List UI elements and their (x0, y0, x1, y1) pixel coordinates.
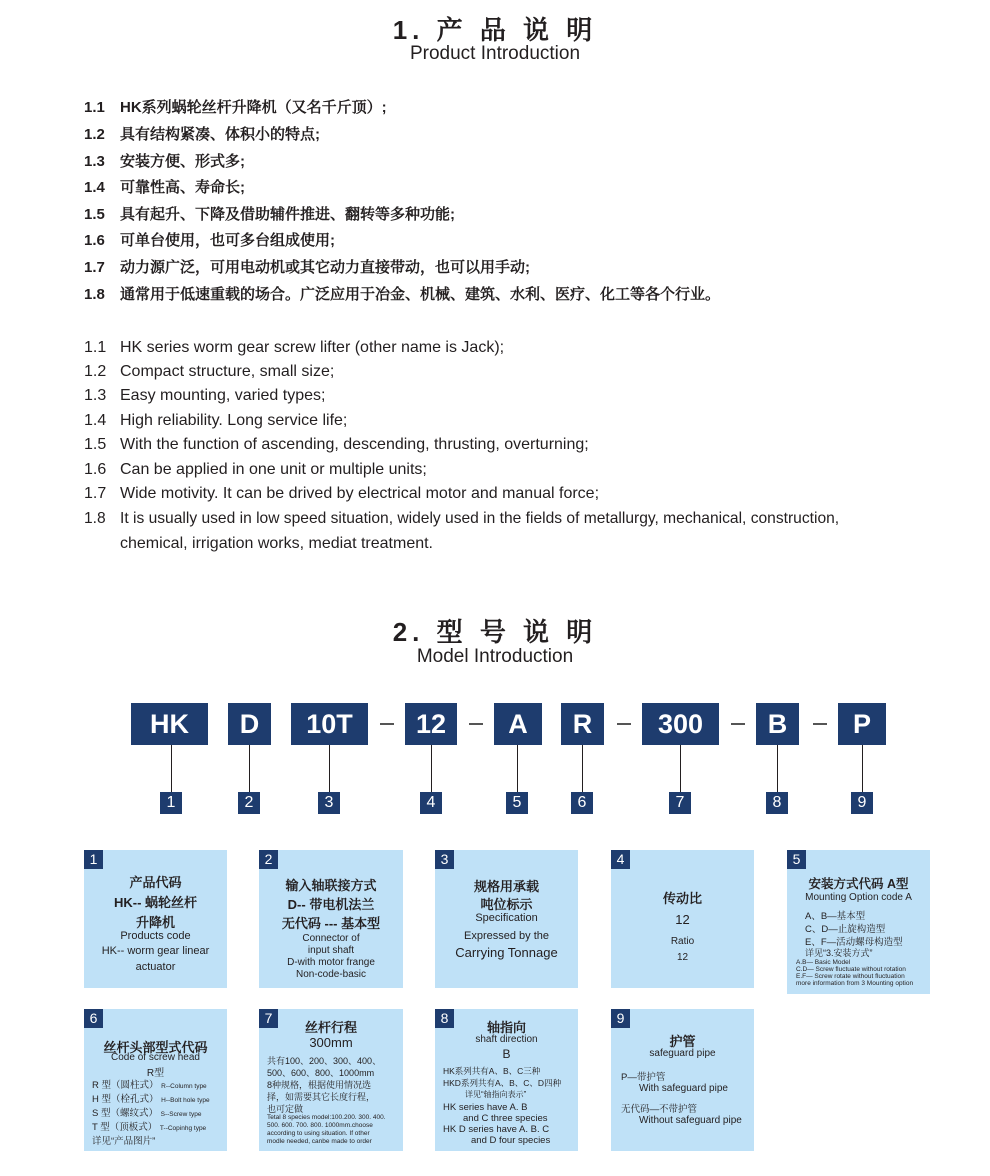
index-marker: 4 (420, 792, 442, 814)
box-text: S 型（螺纹式） S--Screw type (92, 1108, 202, 1119)
info-box-shaft-direction (435, 1009, 578, 1151)
box-text: 12 (675, 912, 690, 927)
box-text: Carrying Tonnage (455, 945, 558, 960)
box-text: shaft direction (475, 1034, 538, 1045)
separator-dash (469, 723, 483, 725)
box-text: D-with motor frange (287, 957, 375, 968)
box-text: HK-- worm gear linear (101, 945, 210, 957)
cn-item: 1.1 HK系列蜗轮丝杆升降机（又名千斤顶）; (84, 99, 387, 116)
box-text: 规格用承载 (473, 879, 539, 894)
connector-line (329, 745, 330, 792)
index-marker: 9 (851, 792, 873, 814)
model-code-10t: 10T (291, 703, 368, 745)
box-text: 12 (676, 952, 689, 963)
connector-line (171, 745, 172, 792)
index-marker: 5 (506, 792, 528, 814)
model-code-p: P (838, 703, 886, 745)
box-text: Expressed by the (464, 930, 549, 942)
box-text: Specification (475, 912, 538, 924)
box-text: 500. 600. 700. 800. 1000mm.choose (267, 1122, 373, 1129)
box-text: according to using situation. If other (267, 1130, 370, 1137)
info-box-specification (435, 850, 578, 988)
box-number: 9 (611, 1009, 630, 1028)
en-item: 1.3 Easy mounting, varied types; (84, 387, 326, 404)
box-number: 6 (84, 1009, 103, 1028)
en-item: 1.5 With the function of ascending, descending, thrusting, overturning; (84, 436, 589, 453)
section2-subtitle: Model Introduction (416, 646, 574, 667)
index-marker: 6 (571, 792, 593, 814)
box-text: and D four species (471, 1135, 551, 1146)
separator-dash (380, 723, 394, 725)
box-number: 8 (435, 1009, 454, 1028)
box-number: 7 (259, 1009, 278, 1028)
model-code-d: D (228, 703, 271, 745)
model-code-300: 300 (642, 703, 719, 745)
box-text: actuator (135, 961, 176, 973)
en-item-continuation: chemical, irrigation works, mediat treatment. (120, 535, 433, 552)
index-marker: 1 (160, 792, 182, 814)
box-text: Non-code-basic (295, 969, 367, 980)
box-number: 1 (84, 850, 103, 869)
box-text: 择，如需要其它长度行程， (267, 1092, 376, 1102)
connector-line (777, 745, 778, 792)
model-code-hk: HK (131, 703, 208, 745)
box-text: C、D—止旋构造型 (805, 924, 886, 935)
index-marker: 8 (766, 792, 788, 814)
box-text: 升降机 (135, 915, 175, 930)
connector-line (431, 745, 432, 792)
index-marker: 2 (238, 792, 260, 814)
connector-line (517, 745, 518, 792)
box-text: 无代码—不带护管 (621, 1104, 698, 1115)
box-text: HK series have A. B (443, 1102, 528, 1113)
section1-title: 1. 产 品 说 明 (392, 15, 598, 45)
model-code-b: B (756, 703, 799, 745)
box-text: 300mm (309, 1035, 353, 1050)
box-text: 安装方式代码 A型 (808, 877, 909, 891)
box-text: 吨位标示 (480, 897, 533, 912)
box-number: 2 (259, 850, 278, 869)
box-text: HKD系列共有A、B、C、D四种 (443, 1078, 562, 1088)
en-item: 1.1 HK series worm gear screw lifter (other name is Jack); (84, 339, 505, 356)
info-box-ratio (611, 850, 754, 988)
connector-line (862, 745, 863, 792)
info-box-mounting-option (787, 850, 930, 994)
section2-title: 2. 型 号 说 明 (392, 617, 598, 647)
info-box-safeguard-pipe (611, 1009, 754, 1151)
box-text: 无代码 --- 基本型 (281, 916, 381, 931)
box-text: input shaft (307, 945, 355, 956)
box-text: T 型（顶板式） T--Copinhg type (92, 1122, 207, 1133)
en-item: 1.2 Compact structure, small size; (84, 363, 335, 380)
box-text: With safeguard pipe (639, 1083, 728, 1094)
cn-item: 1.6 可单台使用，也可多台组成使用; (84, 232, 335, 249)
box-text: 也可定做 (267, 1104, 304, 1114)
box-text: more information from 3 Mounting option (796, 980, 914, 987)
model-code-a: A (494, 703, 542, 745)
box-text: 500、600、800、1000mm (267, 1068, 375, 1078)
box-text: E.F— Screw rotate without fluctuation (796, 973, 905, 980)
box-text: D-- 带电机法兰 (287, 897, 375, 912)
box-number: 3 (435, 850, 454, 869)
box-text: A.B— Basic Model (796, 959, 851, 966)
box-text: 产品代码 (129, 875, 182, 890)
box-text: Code of screw head (111, 1052, 200, 1063)
box-text: modle needed, canbe made to order (267, 1138, 372, 1145)
box-text: HK-- 蜗轮丝杆 (113, 895, 198, 910)
box-text: B (502, 1047, 511, 1061)
separator-dash (617, 723, 631, 725)
box-text: Connector of (302, 933, 360, 944)
cn-item: 1.5 具有起升、下降及借助辅件推进、翻转等多种功能; (84, 206, 455, 223)
cn-item: 1.4 可靠性高、寿命长; (84, 179, 245, 196)
box-text: 8种规格，根据使用情况选 (267, 1080, 372, 1090)
connector-line (582, 745, 583, 792)
box-text: Mounting Option code A (805, 892, 912, 903)
box-text: 丝杆行程 (304, 1020, 357, 1035)
en-item: 1.4 High reliability. Long service life; (84, 412, 348, 429)
separator-dash (813, 723, 827, 725)
box-text: R 型（圆柱式） R--Column type (92, 1080, 207, 1091)
box-number: 5 (787, 850, 806, 869)
en-item: 1.8 It is usually used in low speed situation, widely used in the fields of metallurgy, mechanical, construction, (84, 510, 840, 527)
box-text: Without safeguard pipe (639, 1115, 742, 1126)
section1-subtitle: Product Introduction (409, 43, 581, 64)
box-text: H 型（栓孔式） H--Bolt hole type (92, 1094, 210, 1105)
box-text: 传动比 (662, 891, 702, 906)
en-item: 1.7 Wide motivity. It can be drived by electrical motor and manual force; (84, 485, 600, 502)
box-text: 详见“3.安装方式” (805, 948, 873, 958)
box-text: HK D series have A. B. C (443, 1124, 550, 1135)
info-box-products-code (84, 850, 227, 988)
box-number: 4 (611, 850, 630, 869)
en-item: 1.6 Can be applied in one unit or multiple units; (84, 461, 427, 478)
model-code-12: 12 (405, 703, 457, 745)
box-text: safeguard pipe (649, 1048, 716, 1059)
cn-item: 1.2 具有结构紧凑、体积小的特点; (84, 126, 320, 143)
box-text: 详见“产品图片” (92, 1136, 156, 1147)
index-marker: 7 (669, 792, 691, 814)
box-text: 轴指向 (486, 1020, 526, 1035)
box-text: R型 (146, 1068, 165, 1079)
info-box-input-shaft (259, 850, 403, 988)
box-text: 护管 (669, 1034, 696, 1049)
box-text: Ratio (670, 936, 695, 947)
cn-item: 1.7 动力源广泛，可用电动机或其它动力直接带动，也可以用手动; (84, 259, 530, 276)
index-marker: 3 (318, 792, 340, 814)
box-text: 输入轴联接方式 (285, 878, 377, 893)
box-text: A、B—基本型 (805, 911, 866, 922)
model-code-r: R (561, 703, 604, 745)
box-text: 共有100、200、300、400、 (267, 1056, 382, 1066)
cn-item: 1.3 安装方便、形式多; (84, 153, 245, 170)
connector-line (680, 745, 681, 792)
box-text: Products code (120, 930, 191, 942)
cn-item: 1.8 通常用于低速重载的场合。广泛应用于冶金、机械、建筑、水利、医疗、化工等各个行业。 (84, 286, 721, 303)
separator-dash (731, 723, 745, 725)
box-text: E、F—活动螺母构造型 (805, 937, 903, 948)
info-box-screw-stroke (259, 1009, 403, 1151)
box-text: and C three species (463, 1113, 548, 1124)
box-text: 丝杆头部型式代码 (103, 1040, 208, 1055)
box-text: P—带护管 (621, 1072, 666, 1083)
box-text: 详见“轴指向表示” (465, 1090, 527, 1099)
connector-line (249, 745, 250, 792)
box-text: HK系列共有A、B、C三种 (443, 1066, 541, 1076)
info-box-screw-head (84, 1009, 227, 1151)
box-text: Tetal 8 species model:100.200. 300. 400. (267, 1114, 386, 1121)
box-text: C.D— Screw fluctuate without rotation (796, 966, 906, 973)
